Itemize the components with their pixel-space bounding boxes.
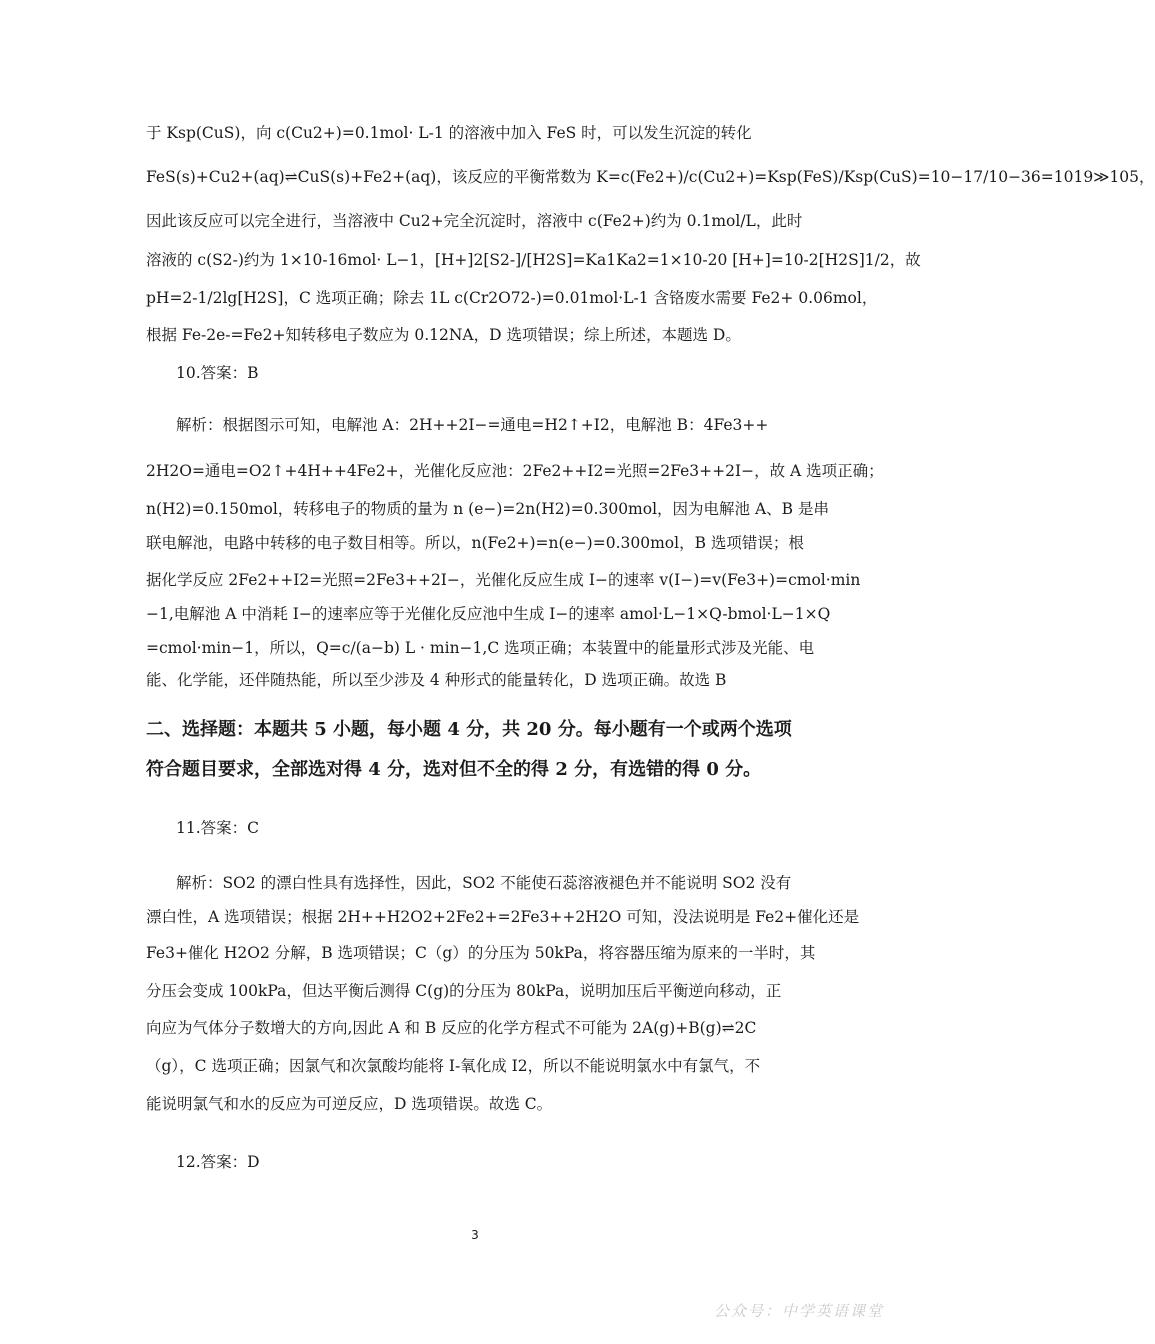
text-line: −1,电解池 A 中消耗 I−的速率应等于光催化反应池中生成 I−的速率 amol·L−1×Q-bmol·L−1×Q [146,605,831,623]
text-line: 联电解池，电路中转移的电子数目相等。所以，n(Fe2+)=n(e−)=0.300mol，B 选项错误；根 [146,534,804,552]
text-line: 10.答案：B [176,364,259,382]
text-line: pH=2-1/2lg[H2S]，C 选项正确；除去 1L c(Cr2O72-)=0.01mol·L-1 含铬废水需要 Fe2+ 0.06mol， [146,289,878,307]
text-line: 能说明氯气和水的反应为可逆反应，D 选项错误。故选 C。 [146,1095,553,1113]
text-line: 于 Ksp(CuS)，向 c(Cu2+)=0.1mol· L-1 的溶液中加入 FeS 时，可以发生沉淀的转化 [146,124,752,142]
text-line: 解析：根据图示可知，电解池 A：2H++2I−=通电=H2↑+I2，电解池 B：4Fe3++ [176,416,769,434]
text-line: Fe3+催化 H2O2 分解，B 选项错误；C（g）的分压为 50kPa，将容器压缩为原来的一半时，其 [146,944,816,962]
watermark: 公众号：中学英语课堂 [713,1302,884,1320]
text-line: 分压会变成 100kPa，但达平衡后测得 C(g)的分压为 80kPa，说明加压后平衡逆向移动，正 [146,982,782,1000]
text-line: 向应为气体分子数增大的方向,因此 A 和 B 反应的化学方程式不可能为 2A(g)+B(g)⇌2C [146,1019,757,1037]
text-line: n(H2)=0.150mol，转移电子的物质的量为 n (e−)=2n(H2)=0.300mol，因为电解池 A、B 是串 [146,500,829,518]
text-line: 因此该反应可以完全进行，当溶液中 Cu2+完全沉淀时，溶液中 c(Fe2+)约为 0.1mol/L，此时 [146,212,803,230]
text-line: 能、化学能，还伴随热能，所以至少涉及 4 种形式的能量转化，D 选项正确。故选 B [146,671,727,689]
text-line: 据化学反应 2Fe2++I2=光照=2Fe3++2I−，光催化反应生成 I−的速率 v(I−)=v(Fe3+)=cmol·min [146,571,861,589]
text-line: 2H2O=通电=O2↑+4H++4Fe2+，光催化反应池：2Fe2++I2=光照=2Fe3++2I−，故 A 选项正确； [146,462,884,480]
text-line: 根据 Fe-2e-=Fe2+知转移电子数应为 0.12NA，D 选项错误；综上所述，本题选 D。 [146,326,741,344]
text-line: （g），C 选项正确；因氯气和次氯酸均能将 I-氧化成 I2，所以不能说明氯水中有氯气，不 [146,1057,761,1075]
text-line: 溶液的 c(S2-)约为 1×10-16mol· L−1，[H+]2[S2-]/[H2S]=Ka1Ka2=1×10-20 [H+]=10-2[H2S]1/2，故 [146,251,921,269]
text-line: 漂白性，A 选项错误；根据 2H++H2O2+2Fe2+=2Fe3++2H2O 可知，没法说明是 Fe2+催化还是 [146,908,860,926]
text-line: 11.答案：C [176,819,260,837]
text-line: FeS(s)+Cu2+(aq)⇌CuS(s)+Fe2+(aq)，该反应的平衡常数为 K=c(Fe2+)/c(Cu2+)=Ksp(FeS)/Ksp(CuS)=10−17/10−36=1019≫105， [146,168,1155,186]
heading-line: 符合题目要求，全部选对得 4 分，选对但不全的得 2 分，有选错的得 0 分。 [146,759,762,780]
heading-line: 二、选择题：本题共 5 小题，每小题 4 分，共 20 分。每小题有一个或两个选项 [146,719,792,740]
page-number: 3 [471,1228,479,1242]
text-line: 12.答案：D [176,1153,260,1171]
text-line: 解析：SO2 的漂白性具有选择性，因此，SO2 不能使石蕊溶液褪色并不能说明 SO2 没有 [176,874,792,892]
text-line: =cmol·min−1，所以，Q=c/(a−b) L · min−1,C 选项正确；本装置中的能量形式涉及光能、电 [146,639,815,657]
